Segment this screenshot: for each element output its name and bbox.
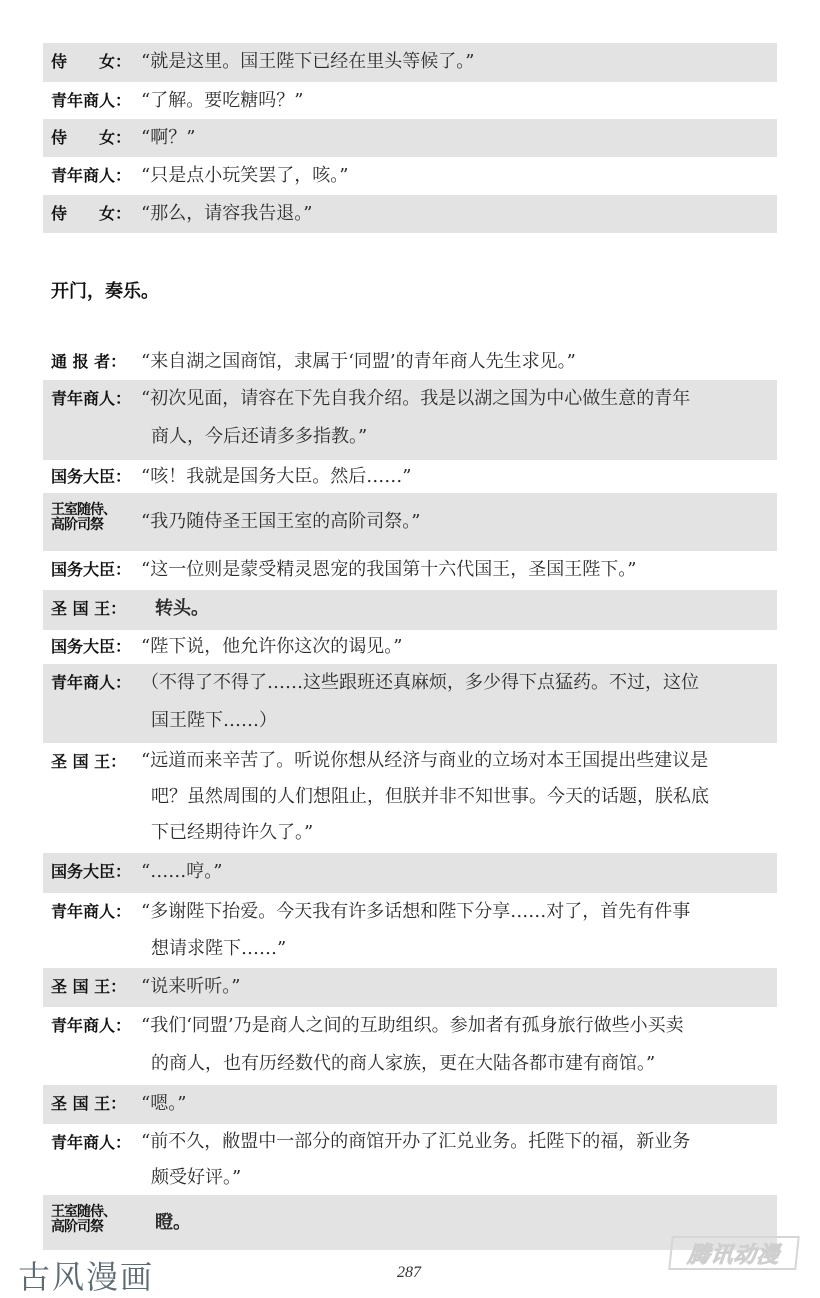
dialogue-row — [43, 460, 777, 493]
speaker-label: 青年商人 ： — [51, 673, 132, 692]
dialogue-row — [43, 493, 777, 551]
dialogue-row — [43, 893, 777, 968]
dialogue-text: “说来听听。” — [141, 976, 241, 997]
dialogue-text: “我们‘同盟’乃是商人之间的互助组织。参加者有孤身旅行做些小买卖 的商人，也有历经数代的商人家族，更在大陆各都市建有商馆。” — [141, 1015, 684, 1074]
dialogue-text: “只是点小玩笑罢了，咳。” — [141, 165, 349, 186]
dialogue-text: （不得了不得了……这些跟班还真麻烦，多少得下点猛药。不过，这位 国王陛下……） — [141, 672, 699, 731]
speaker-label: 国务大臣 ： — [51, 637, 132, 656]
dialogue-text: “……哼。” — [141, 861, 223, 882]
dialogue-block-2 — [43, 343, 777, 1250]
dialogue-row — [43, 853, 777, 893]
speaker-label: 王室随侍、 高阶司祭 — [51, 502, 116, 533]
speaker-label: 圣 国 王 ： — [51, 1094, 127, 1113]
dialogue-row — [43, 551, 777, 590]
dialogue-text: “了解。要吃糖吗？” — [141, 90, 304, 111]
dialogue-text: “前不久，敝盟中一部分的商馆开办了汇兑业务。托陛下的福，新业务 颇受好评。” — [141, 1131, 691, 1188]
speaker-label: 青年商人 ： — [51, 1016, 132, 1035]
dialogue-text: “就是这里。国王陛下已经在里头等候了。” — [141, 51, 475, 72]
speaker-label: 青年商人 ： — [51, 1133, 132, 1152]
dialogue-row — [43, 1085, 777, 1124]
speaker-label: 青年商人 ： — [51, 166, 132, 185]
dialogue-text: “多谢陛下抬爱。今天我有许多话想和陛下分享……对了，首先有件事 想请求陛下……” — [141, 901, 691, 959]
speaker-label: 侍 女 ： — [51, 204, 132, 223]
dialogue-text: “嗯。” — [141, 1093, 187, 1114]
dialogue-row — [43, 630, 777, 664]
speaker-label: 青年商人 ： — [51, 91, 132, 110]
speaker-label: 圣 国 王 ： — [51, 599, 127, 618]
dialogue-row — [43, 343, 777, 380]
dialogue-text: “这一位则是蒙受精灵恩宠的我国第十六代国王，圣国王陛下。” — [141, 559, 637, 580]
dialogue-row — [43, 119, 777, 157]
dialogue-text: “啊？” — [141, 127, 196, 148]
speaker-label: 青年商人 ： — [51, 902, 132, 921]
dialogue-row — [43, 1195, 777, 1250]
dialogue-text: “来自湖之国商馆，隶属于‘同盟’的青年商人先生求见。” — [141, 351, 576, 372]
dialogue-text: “远道而来辛苦了。听说你想从经济与商业的立场对本王国提出些建议是 吧？虽然周围的人们想阻止，但朕并非不知世事。今天的话题，朕私底 下已经期待许久了。” — [141, 750, 709, 843]
speaker-label: 国务大臣 ： — [51, 560, 132, 579]
dialogue-row — [43, 380, 777, 460]
dialogue-text: “那么，请容我告退。” — [141, 203, 313, 224]
dialogue-text: “咳！我就是国务大臣。然后……” — [141, 466, 412, 487]
dialogue-row — [43, 1124, 777, 1195]
dialogue-row — [43, 743, 777, 853]
dialogue-row — [43, 590, 777, 630]
page-number: 287 — [397, 1264, 421, 1281]
speaker-label: 侍 女 ： — [51, 128, 132, 147]
speaker-label: 国务大臣 ： — [51, 467, 132, 486]
action-text: 转头。 — [155, 598, 209, 619]
watermark-logo: 腾讯动漫 — [668, 1236, 800, 1270]
speaker-label: 圣 国 王 ： — [51, 977, 127, 996]
speaker-label: 通 报 者 ： — [51, 352, 127, 371]
speaker-label: 青年商人 ： — [51, 389, 132, 408]
dialogue-text: “我乃随侍圣王国王室的高阶司祭。” — [141, 511, 421, 532]
speaker-label: 国务大臣 ： — [51, 862, 132, 881]
dialogue-text: “陛下说，他允许你这次的谒见。” — [141, 636, 403, 657]
dialogue-row — [43, 1007, 777, 1085]
dialogue-row — [43, 968, 777, 1007]
stage-direction: 开门，奏乐。 — [51, 281, 159, 302]
dialogue-row — [43, 195, 777, 233]
speaker-label: 王室随侍、 高阶司祭 — [51, 1204, 116, 1235]
dialogue-text: “初次见面，请容在下先自我介绍。我是以湖之国为中心做生意的青年 商人，今后还请多多指教。” — [141, 388, 691, 447]
dialogue-block-1 — [43, 43, 777, 233]
dialogue-row — [43, 664, 777, 743]
publisher-logo: 古风漫画 — [18, 1258, 155, 1296]
dialogue-row — [43, 43, 777, 82]
speaker-label: 圣 国 王 ： — [51, 752, 127, 771]
dialogue-row — [43, 157, 777, 195]
speaker-label: 侍 女 ： — [51, 52, 132, 71]
dialogue-row — [43, 82, 777, 119]
action-text: 瞪。 — [155, 1212, 191, 1233]
